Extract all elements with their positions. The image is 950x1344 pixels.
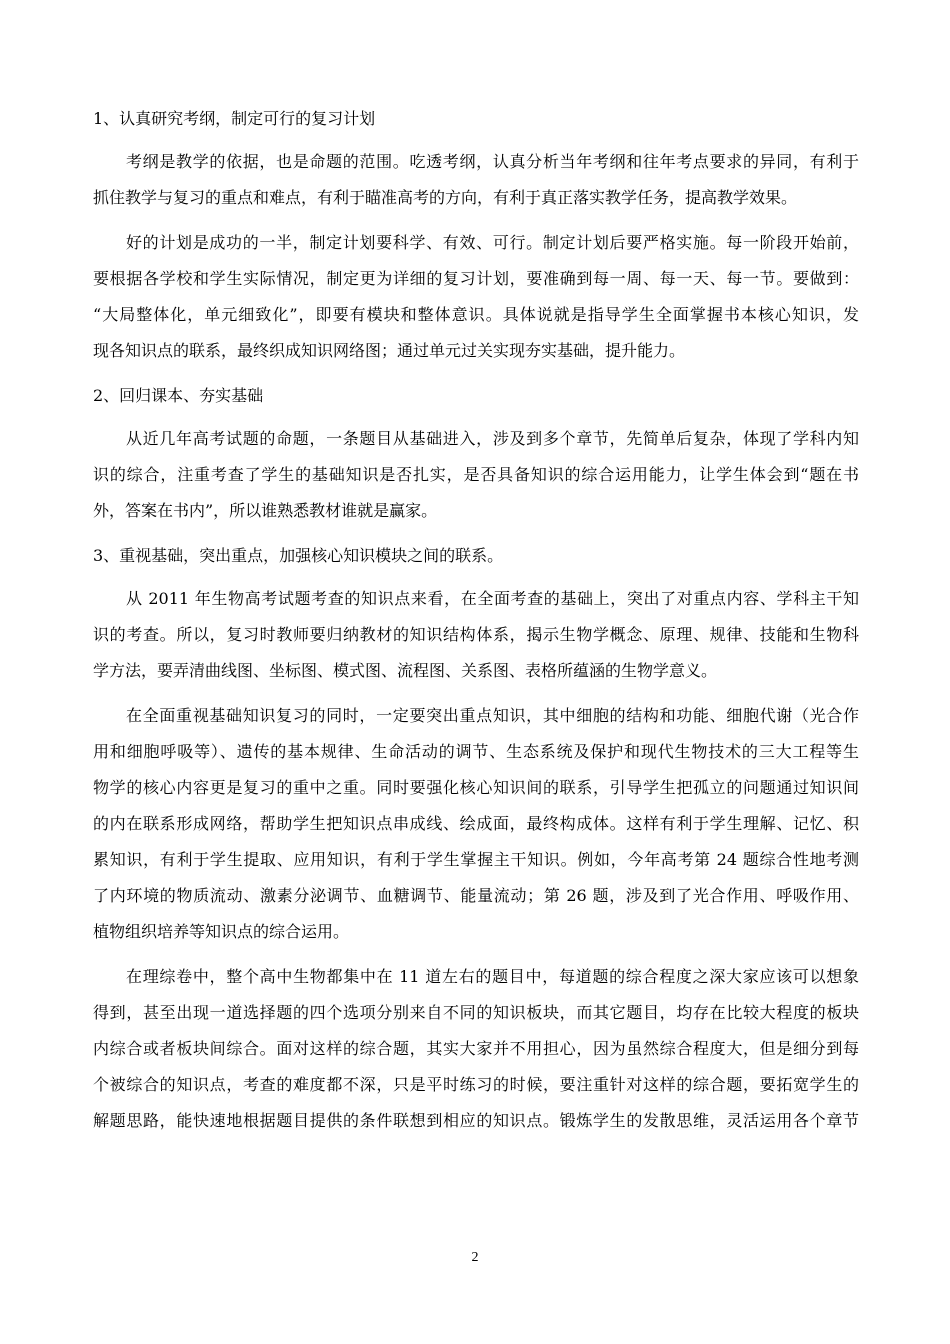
text-line: 个被综合的知识点，考查的难度都不深，只是平时练习的时候，要注重针对这样的综合题，要拓宽学生的 <box>93 1075 859 1094</box>
text-line: 好的计划是成功的一半，制定计划要科学、有效、可行。制定计划后要严格实施。每一阶段开始前， <box>126 233 859 252</box>
page-number: 2 <box>471 1250 479 1265</box>
text-line: 学方法，要弄清曲线图、坐标图、模式图、流程图、关系图、表格所蕴涵的生物学意义。 <box>93 661 718 680</box>
text-line: 得到，甚至出现一道选择题的四个选项分别来自不同的知识板块，而其它题目，均存在比较大程度的板块 <box>93 1003 859 1022</box>
text-line: “大局整体化，单元细致化”，即要有模块和整体意识。具体说就是指导学生全面掌握书本核心知识，发 <box>93 305 859 324</box>
text-line: 内综合或者板块间综合。面对这样的综合题，其实大家并不用担心，因为虽然综合程度大，但是细分到每 <box>93 1039 859 1058</box>
document-body <box>93 101 859 1139</box>
text-line: 用和细胞呼吸等）、遗传的基本规律、生命活动的调节、生态系统及保护和现代生物技术的三大工程等生 <box>93 742 859 761</box>
text-line: 累知识，有利于学生提取、应用知识，有利于学生掌握主干知识。例如，今年高考第 24 题综合性地考测 <box>93 850 859 869</box>
text-line: 2、回归课本、夯实基础 <box>93 386 264 405</box>
text-line: 物学的核心内容更是复习的重中之重。同时要强化核心知识间的联系，引导学生把孤立的问题通过知识间 <box>93 778 859 797</box>
text-line: 抓住教学与复习的重点和难点，有利于瞄准高考的方向，有利于真正落实教学任务，提高教学效果。 <box>93 188 798 207</box>
text-line: 1、认真研究考纲，制定可行的复习计划 <box>93 109 376 128</box>
text-line: 的内在联系形成网络，帮助学生把知识点串成线、绘成面，最终构成体。这样有利于学生理解、记忆、积 <box>93 814 859 833</box>
text-line: 植物组织培养等知识点的综合运用。 <box>93 922 350 941</box>
text-line: 识的考查。所以，复习时教师要归纳教材的知识结构体系，揭示生物学概念、原理、规律、技能和生物科 <box>93 625 859 644</box>
text-line: 从近几年高考试题的命题，一条题目从基础进入，涉及到多个章节，先简单后复杂，体现了学科内知 <box>126 429 859 448</box>
text-line: 要根据各学校和学生实际情况，制定更为详细的复习计划，要准确到每一周、每一天、每一节。要做到： <box>93 269 859 288</box>
text-line: 了内环境的物质流动、激素分泌调节、血糖调节、能量流动；第 26 题，涉及到了光合作用、呼吸作用、 <box>93 886 859 905</box>
text-line: 现各知识点的联系，最终织成知识网络图；通过单元过关实现夯实基础，提升能力。 <box>93 341 686 360</box>
text-line: 解题思路，能快速地根据题目提供的条件联想到相应的知识点。锻炼学生的发散思维，灵活运用各个章节 <box>93 1111 859 1130</box>
text-line: 在全面重视基础知识复习的同时，一定要突出重点知识，其中细胞的结构和功能、细胞代谢（光合作 <box>126 706 859 725</box>
text-line: 外，答案在书内”，所以谁熟悉教材谁就是赢家。 <box>93 501 438 520</box>
text-line: 从 2011 年生物高考试题考查的知识点来看，在全面考查的基础上，突出了对重点内容、学科主干知 <box>126 589 859 608</box>
text-line: 在理综卷中，整个高中生物都集中在 11 道左右的题目中，每道题的综合程度之深大家应该可以想象 <box>126 967 859 986</box>
text-line: 3、重视基础，突出重点，加强核心知识模块之间的联系。 <box>93 546 504 565</box>
text-line: 识的综合，注重考查了学生的基础知识是否扎实，是否具备知识的综合运用能力，让学生体会到“题在书 <box>93 465 859 484</box>
text-line: 考纲是教学的依据，也是命题的范围。吃透考纲，认真分析当年考纲和往年考点要求的异同，有利于 <box>126 152 859 171</box>
